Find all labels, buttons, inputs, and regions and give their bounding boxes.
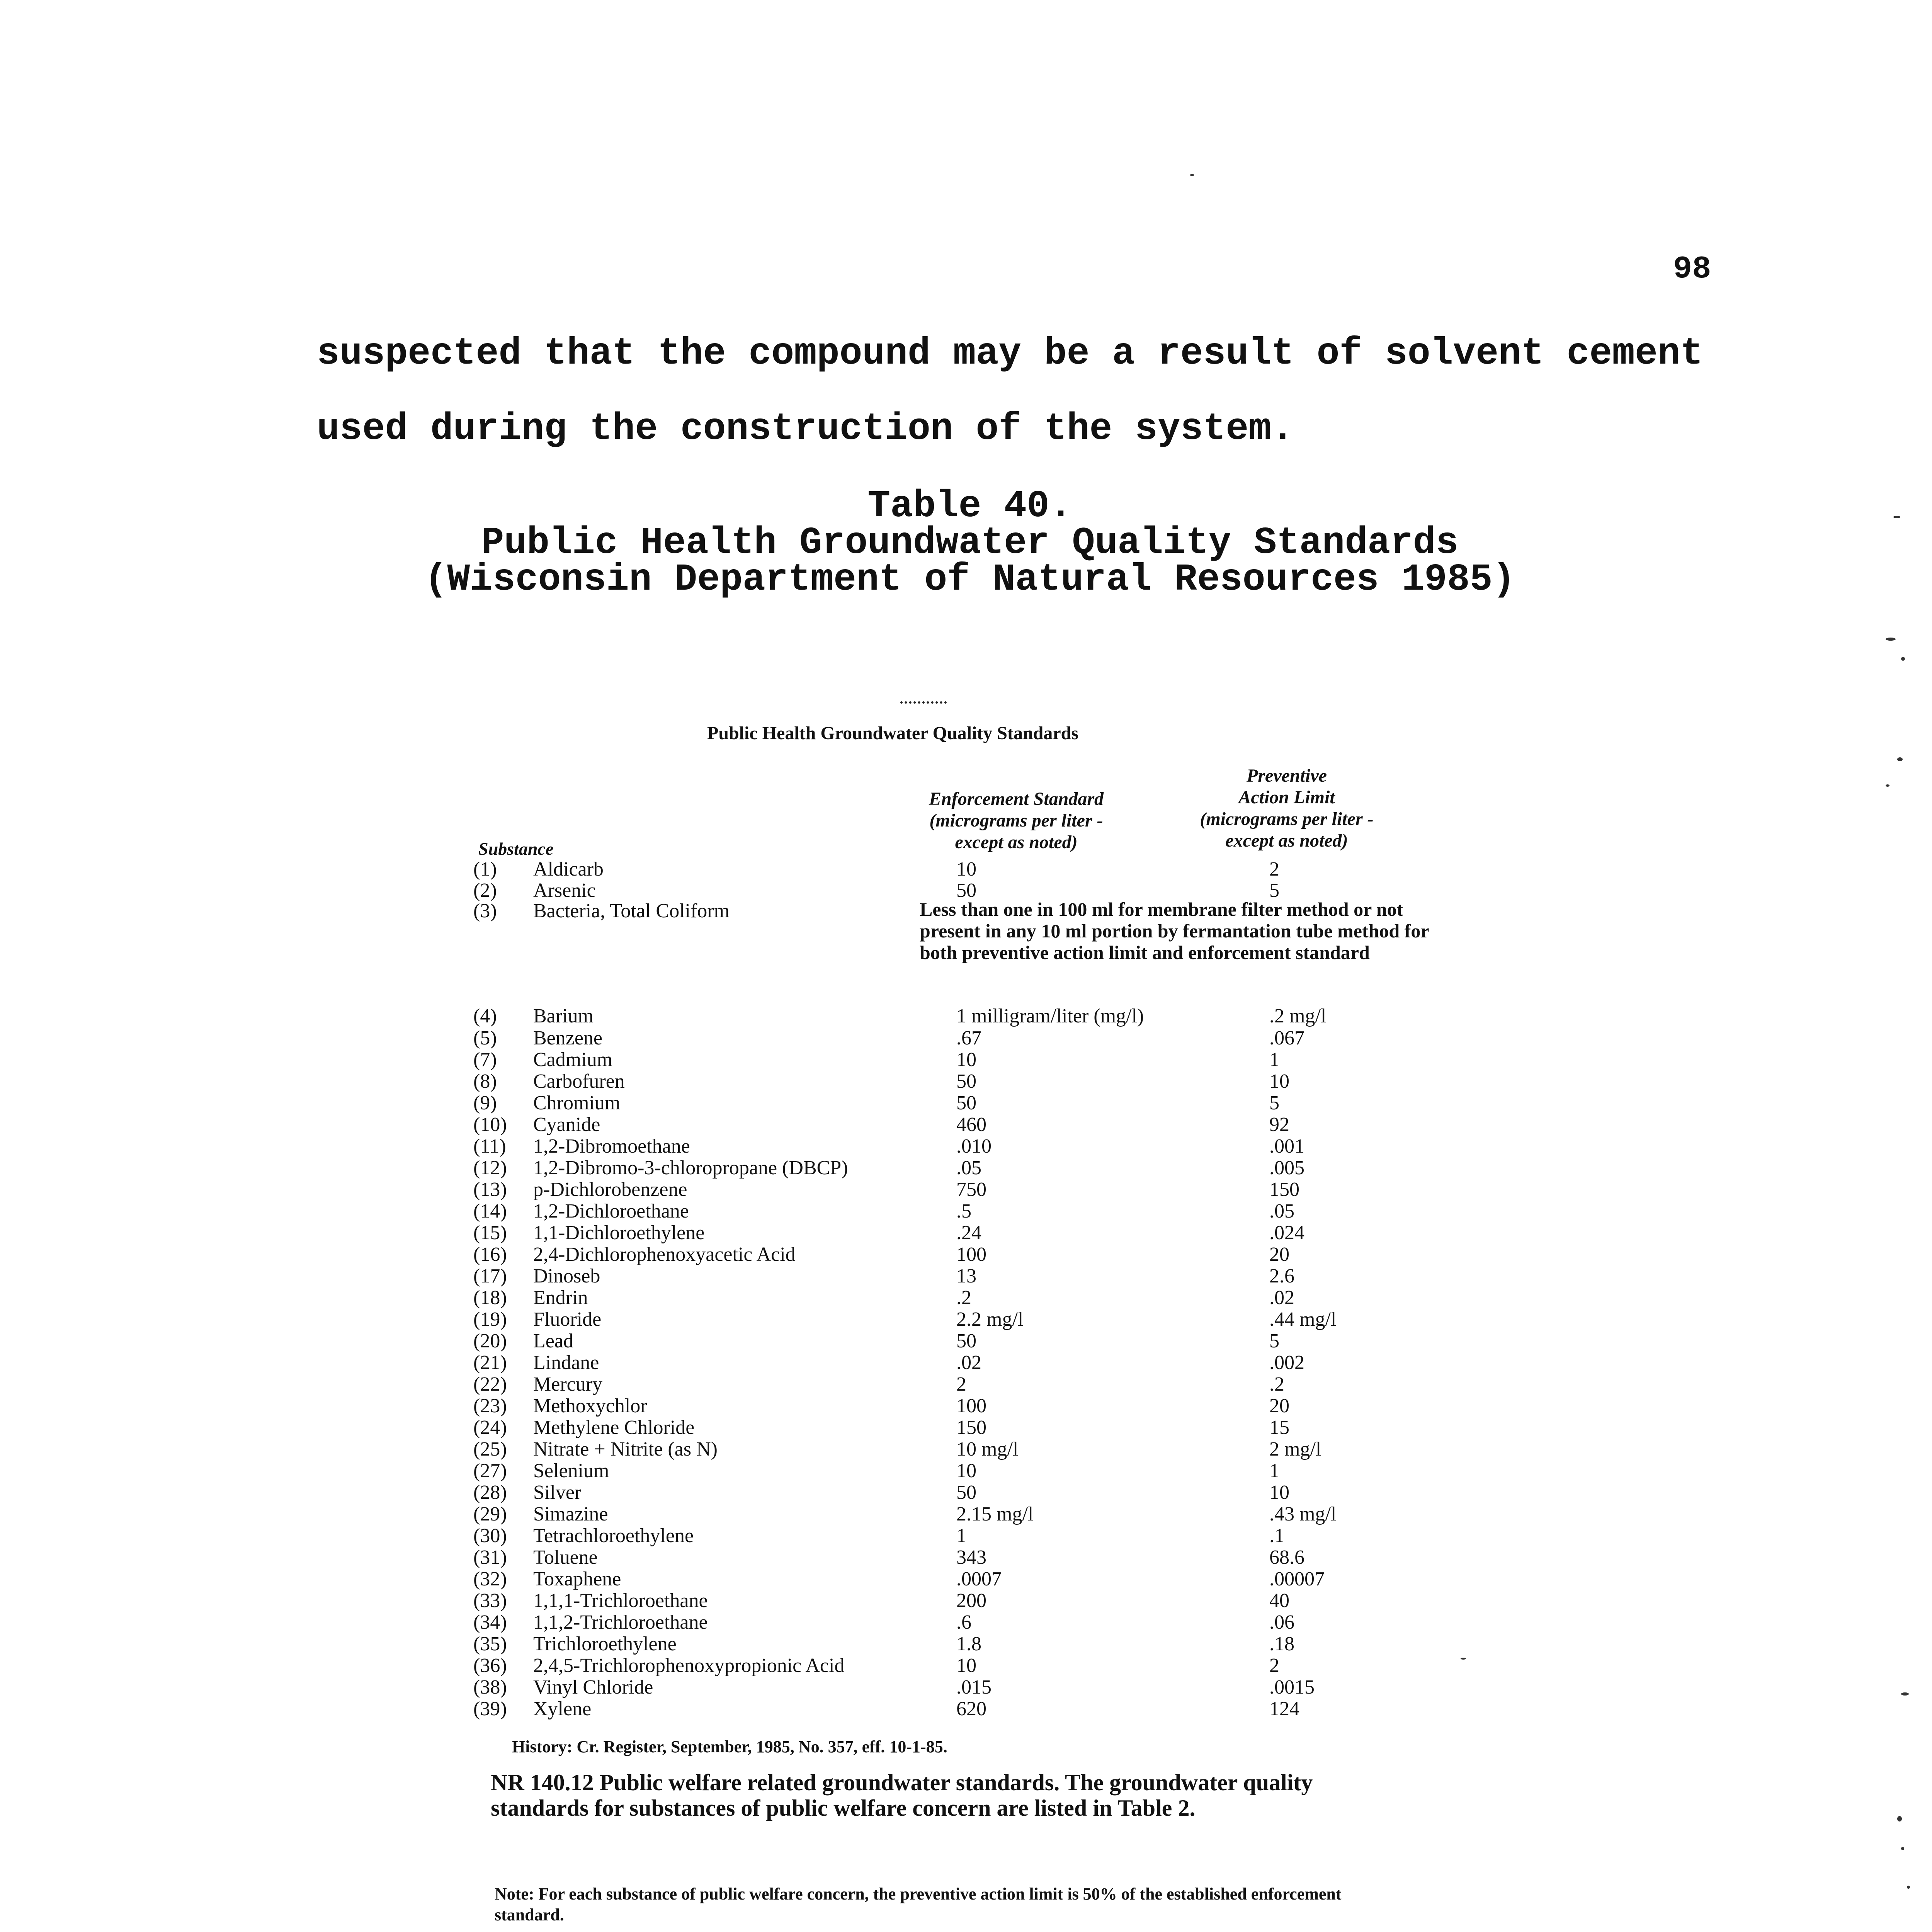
substance-name: Silver bbox=[533, 1481, 582, 1503]
enforcement-value: 150 bbox=[956, 1417, 986, 1439]
preventive-limit-value: 2 mg/l bbox=[1269, 1438, 1321, 1460]
enforcement-value: .24 bbox=[956, 1222, 981, 1244]
row-number: (4) bbox=[473, 1005, 497, 1027]
substance-name: Bacteria, Total Coliform bbox=[533, 900, 730, 922]
substance-name: Arsenic bbox=[533, 879, 596, 901]
preventive-limit-value: 68.6 bbox=[1269, 1546, 1304, 1568]
substance-name: Cyanide bbox=[533, 1114, 600, 1136]
enforcement-value: 2.15 mg/l bbox=[956, 1503, 1034, 1525]
scan-speck bbox=[1190, 174, 1194, 176]
enforcement-value: .010 bbox=[956, 1135, 992, 1157]
substance-name: Methylene Chloride bbox=[533, 1417, 695, 1439]
scan-speck bbox=[1461, 1658, 1466, 1660]
enforcement-value: 50 bbox=[956, 1330, 976, 1352]
row-number: (20) bbox=[473, 1330, 507, 1352]
enforcement-value: 10 bbox=[956, 1049, 976, 1071]
row-number: (36) bbox=[473, 1655, 507, 1677]
history-line: History: Cr. Register, September, 1985, No. 357, eff. 10-1-85. bbox=[512, 1737, 947, 1756]
scan-speck bbox=[1901, 1692, 1909, 1696]
row-number: (21) bbox=[473, 1352, 507, 1374]
substance-name: Selenium bbox=[533, 1460, 609, 1482]
enforcement-value: .5 bbox=[956, 1200, 971, 1222]
preventive-limit-value: 124 bbox=[1269, 1698, 1299, 1720]
substance-name: Lindane bbox=[533, 1352, 599, 1374]
substance-name: Chromium bbox=[533, 1092, 621, 1114]
body-text-line-1: suspected that the compound may be a result of solvent cement bbox=[317, 332, 1703, 375]
row-number: (7) bbox=[473, 1049, 497, 1071]
preventive-limit-value: 40 bbox=[1269, 1590, 1289, 1612]
substance-name: 1,1,2-Trichloroethane bbox=[533, 1611, 708, 1633]
preventive-limit-value: .1 bbox=[1269, 1525, 1284, 1547]
enforcement-value: .6 bbox=[956, 1611, 971, 1633]
substance-name: Cadmium bbox=[533, 1049, 613, 1071]
substance-name: Simazine bbox=[533, 1503, 608, 1525]
enforcement-value: 1.8 bbox=[956, 1633, 981, 1655]
substance-name: 2,4-Dichlorophenoxyacetic Acid bbox=[533, 1243, 796, 1265]
scan-speck bbox=[1886, 638, 1896, 641]
row-number: (10) bbox=[473, 1114, 507, 1136]
preventive-limit-value: .00007 bbox=[1269, 1568, 1325, 1590]
preventive-limit-value: 2 bbox=[1269, 1655, 1279, 1677]
preventive-limit-value: 10 bbox=[1269, 1481, 1289, 1503]
preventive-limit-value: .024 bbox=[1269, 1222, 1304, 1244]
register-table-title: Public Health Groundwater Quality Standards bbox=[707, 723, 1079, 743]
row-number: (5) bbox=[473, 1027, 497, 1049]
row-number: (22) bbox=[473, 1373, 507, 1395]
enforcement-value: .67 bbox=[956, 1027, 981, 1049]
substance-name: 1,2-Dibromo-3-chloropropane (DBCP) bbox=[533, 1157, 848, 1179]
preventive-action-limit-header: Preventive Action Limit (micrograms per liter - except as noted) bbox=[1200, 765, 1374, 851]
substance-name: 1,1-Dichloroethylene bbox=[533, 1222, 705, 1244]
enforcement-value: 10 bbox=[956, 1655, 976, 1677]
preventive-limit-value: 20 bbox=[1269, 1395, 1289, 1417]
row-number: (38) bbox=[473, 1676, 507, 1698]
table-caption-number: Table 40. bbox=[867, 485, 1072, 528]
preventive-limit-value: 2.6 bbox=[1269, 1265, 1294, 1287]
substance-name: Vinyl Chloride bbox=[533, 1676, 653, 1698]
preventive-limit-value: .02 bbox=[1269, 1287, 1294, 1309]
row-number: (28) bbox=[473, 1481, 507, 1503]
substance-name: Methoxychlor bbox=[533, 1395, 647, 1417]
substance-name: Tetrachloroethylene bbox=[533, 1525, 694, 1547]
row-number: (1) bbox=[473, 858, 497, 880]
row-number: (23) bbox=[473, 1395, 507, 1417]
substance-name: Lead bbox=[533, 1330, 573, 1352]
preventive-limit-value: 5 bbox=[1269, 1092, 1279, 1114]
scan-mark bbox=[900, 701, 947, 707]
preventive-limit-value: .2 mg/l bbox=[1269, 1005, 1327, 1027]
enforcement-value: 343 bbox=[956, 1546, 986, 1568]
preventive-limit-value: 15 bbox=[1269, 1417, 1289, 1439]
scan-speck bbox=[1907, 1886, 1910, 1889]
row-number: (2) bbox=[473, 879, 497, 901]
enforcement-value: 750 bbox=[956, 1179, 986, 1201]
preventive-limit-value: .2 bbox=[1269, 1373, 1284, 1395]
enforcement-value: 50 bbox=[956, 1070, 976, 1092]
substance-name: Barium bbox=[533, 1005, 594, 1027]
enforcement-value: .015 bbox=[956, 1676, 992, 1698]
preventive-limit-value: .06 bbox=[1269, 1611, 1294, 1633]
row-number: (32) bbox=[473, 1568, 507, 1590]
row-number: (34) bbox=[473, 1611, 507, 1633]
substance-name: Toluene bbox=[533, 1546, 598, 1568]
scan-speck bbox=[1886, 784, 1889, 787]
enforcement-value: 13 bbox=[956, 1265, 976, 1287]
substance-name: 1,2-Dichloroethane bbox=[533, 1200, 689, 1222]
scan-speck bbox=[1893, 516, 1900, 518]
row-number: (3) bbox=[473, 900, 497, 922]
row-number: (17) bbox=[473, 1265, 507, 1287]
preventive-limit-value: .001 bbox=[1269, 1135, 1304, 1157]
scan-speck bbox=[1901, 1847, 1904, 1850]
row-number: (19) bbox=[473, 1308, 507, 1330]
row-number: (15) bbox=[473, 1222, 507, 1244]
preventive-limit-value: .43 mg/l bbox=[1269, 1503, 1337, 1525]
substance-name: Benzene bbox=[533, 1027, 603, 1049]
enforcement-value: 100 bbox=[956, 1243, 986, 1265]
substance-name: 1,2-Dibromoethane bbox=[533, 1135, 690, 1157]
enforcement-value: 620 bbox=[956, 1698, 986, 1720]
enforcement-value: 50 bbox=[956, 1092, 976, 1114]
substance-name: Trichloroethylene bbox=[533, 1633, 677, 1655]
substance-name: Dinoseb bbox=[533, 1265, 600, 1287]
row-number: (25) bbox=[473, 1438, 507, 1460]
preventive-limit-value: .067 bbox=[1269, 1027, 1304, 1049]
enforcement-value: 2.2 mg/l bbox=[956, 1308, 1024, 1330]
enforcement-value: .2 bbox=[956, 1287, 971, 1309]
preventive-limit-value: .18 bbox=[1269, 1633, 1294, 1655]
preventive-limit-value: 2 bbox=[1269, 858, 1279, 880]
substance-name: Aldicarb bbox=[533, 858, 604, 880]
preventive-limit-value: 20 bbox=[1269, 1243, 1289, 1265]
substance-name: Endrin bbox=[533, 1287, 588, 1309]
row-number: (35) bbox=[473, 1633, 507, 1655]
substance-name: Carbofuren bbox=[533, 1070, 625, 1092]
page-number: 98 bbox=[1673, 251, 1711, 287]
enforcement-value: 1 bbox=[956, 1525, 966, 1547]
preventive-limit-value: 1 bbox=[1269, 1460, 1279, 1482]
table-caption-source: (Wisconsin Department of Natural Resources 1985) bbox=[424, 558, 1515, 601]
row-number: (39) bbox=[473, 1698, 507, 1720]
substance-name: 1,1,1-Trichloroethane bbox=[533, 1590, 708, 1612]
row-number: (12) bbox=[473, 1157, 507, 1179]
row-number: (9) bbox=[473, 1092, 497, 1114]
row-number: (8) bbox=[473, 1070, 497, 1092]
scan-speck bbox=[1897, 757, 1903, 761]
enforcement-value: 200 bbox=[956, 1590, 986, 1612]
row-number: (31) bbox=[473, 1546, 507, 1568]
scan-speck bbox=[1901, 657, 1905, 661]
preventive-limit-value: 150 bbox=[1269, 1179, 1299, 1201]
row-number: (33) bbox=[473, 1590, 507, 1612]
preventive-limit-value: 5 bbox=[1269, 879, 1279, 901]
row-number: (14) bbox=[473, 1200, 507, 1222]
preventive-limit-value: 1 bbox=[1269, 1049, 1279, 1071]
row-number: (18) bbox=[473, 1287, 507, 1309]
substance-column-header: Substance bbox=[478, 839, 554, 859]
enforcement-value: .02 bbox=[956, 1352, 981, 1374]
substance-name: Nitrate + Nitrite (as N) bbox=[533, 1438, 718, 1460]
preventive-limit-value: .44 mg/l bbox=[1269, 1308, 1337, 1330]
coliform-standard-note: Less than one in 100 ml for membrane filter method or not present in any 10 ml portion by fermantation tube method for both preventive action limit and enforcement standard bbox=[920, 898, 1429, 963]
body-text-line-2: used during the construction of the system. bbox=[317, 408, 1294, 451]
enforcement-standard-header: Enforcement Standard (micrograms per liter - except as noted) bbox=[929, 789, 1104, 852]
row-number: (13) bbox=[473, 1179, 507, 1201]
row-number: (29) bbox=[473, 1503, 507, 1525]
substance-name: Mercury bbox=[533, 1373, 603, 1395]
preventive-limit-value: .05 bbox=[1269, 1200, 1294, 1222]
preventive-limit-value: 5 bbox=[1269, 1330, 1279, 1352]
enforcement-value: .0007 bbox=[956, 1568, 1002, 1590]
table-caption-title: Public Health Groundwater Quality Standards bbox=[481, 522, 1459, 565]
enforcement-value: 50 bbox=[956, 1481, 976, 1503]
substance-name: Fluoride bbox=[533, 1308, 602, 1330]
row-number: (16) bbox=[473, 1243, 507, 1265]
enforcement-value: 2 bbox=[956, 1373, 966, 1395]
substance-name: 2,4,5-Trichlorophenoxypropionic Acid bbox=[533, 1655, 845, 1677]
enforcement-value: .05 bbox=[956, 1157, 981, 1179]
enforcement-value: 50 bbox=[956, 879, 976, 901]
nr-140-12-paragraph: NR 140.12 Public welfare related groundwater standards. The groundwater quality standards for substances of public welfare concern are listed in Table 2. bbox=[491, 1770, 1313, 1821]
preventive-limit-value: .002 bbox=[1269, 1352, 1304, 1374]
row-number: (27) bbox=[473, 1460, 507, 1482]
substance-name: Xylene bbox=[533, 1698, 592, 1720]
row-number: (24) bbox=[473, 1417, 507, 1439]
preventive-limit-value: .0015 bbox=[1269, 1676, 1315, 1698]
preventive-limit-value: .005 bbox=[1269, 1157, 1304, 1179]
row-number: (30) bbox=[473, 1525, 507, 1547]
preventive-limit-value: 10 bbox=[1269, 1070, 1289, 1092]
substance-name: p-Dichlorobenzene bbox=[533, 1179, 687, 1201]
enforcement-value: 100 bbox=[956, 1395, 986, 1417]
enforcement-value: 10 mg/l bbox=[956, 1438, 1019, 1460]
note-paragraph: Note: For each substance of public welfare concern, the preventive action limit is 50% of the established enforcement standard. bbox=[495, 1884, 1342, 1924]
enforcement-value: 10 bbox=[956, 1460, 976, 1482]
enforcement-value: 460 bbox=[956, 1114, 986, 1136]
enforcement-value: 10 bbox=[956, 858, 976, 880]
enforcement-value: 1 milligram/liter (mg/l) bbox=[956, 1005, 1144, 1027]
scan-speck bbox=[1897, 1816, 1902, 1821]
preventive-limit-value: 92 bbox=[1269, 1114, 1289, 1136]
row-number: (11) bbox=[473, 1135, 506, 1157]
substance-name: Toxaphene bbox=[533, 1568, 621, 1590]
